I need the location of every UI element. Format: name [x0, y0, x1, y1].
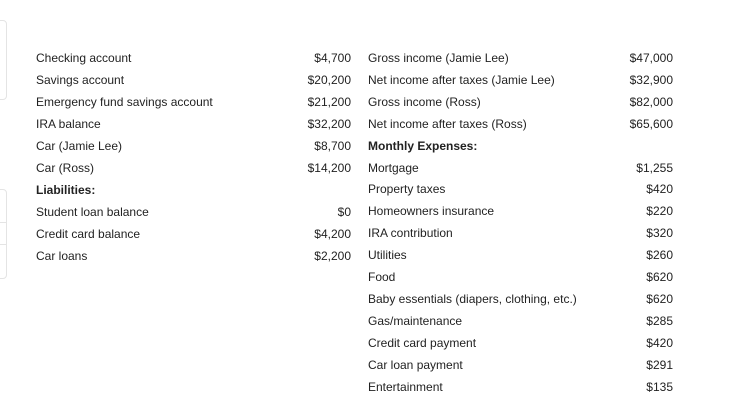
table-row	[368, 376, 673, 398]
table-row	[368, 310, 673, 332]
row-value: $320	[646, 226, 673, 241]
row-value: $20,200	[307, 73, 351, 87]
table-row	[368, 266, 673, 288]
table-row	[368, 157, 673, 179]
row-label: IRA contribution	[368, 226, 453, 241]
table-row	[368, 332, 673, 354]
row-value: $65,600	[629, 116, 673, 131]
row-label: Student loan balance	[36, 205, 149, 219]
table-row	[368, 222, 673, 244]
row-value: $1,255	[636, 160, 673, 175]
row-value: $420	[646, 182, 673, 197]
table-row	[368, 113, 673, 135]
row-value: $0	[337, 205, 351, 219]
row-label: Credit card balance	[36, 227, 141, 241]
row-label: Homeowners insurance	[368, 204, 495, 219]
table-row	[368, 244, 673, 266]
row-label: Net income after taxes (Jamie Lee)	[368, 72, 555, 87]
left-edge-panel-bottom	[0, 189, 7, 279]
row-label: Net income after taxes (Ross)	[368, 116, 527, 131]
table-row	[36, 157, 351, 179]
row-value: $220	[646, 204, 673, 219]
row-value: $4,700	[314, 51, 351, 65]
row-value: $32,900	[629, 72, 673, 87]
row-value: $8,700	[314, 139, 351, 153]
edge-divider	[0, 222, 6, 223]
row-label: Car (Jamie Lee)	[36, 139, 123, 153]
row-value: $291	[646, 357, 673, 372]
row-value: $2,200	[314, 249, 351, 263]
row-value: $47,000	[629, 51, 673, 65]
row-label: Car loan payment	[368, 357, 463, 372]
edge-divider	[0, 244, 6, 245]
row-label: Gross income (Jamie Lee)	[368, 51, 509, 65]
row-label: Property taxes	[368, 182, 446, 197]
row-value: $135	[646, 379, 673, 394]
row-label: Gross income (Ross)	[368, 94, 481, 109]
row-label: Baby essentials (diapers, clothing, etc.)	[368, 291, 577, 306]
row-value: $82,000	[629, 94, 673, 109]
row-label: Gas/maintenance	[368, 313, 463, 328]
table-row	[36, 91, 351, 113]
table-row	[368, 135, 673, 157]
row-label: Car loans	[36, 249, 88, 263]
row-value: $285	[646, 313, 673, 328]
table-row	[368, 91, 673, 113]
row-label: Food	[368, 270, 396, 284]
row-label: Credit card payment	[368, 335, 477, 350]
row-label: IRA balance	[36, 117, 101, 131]
table-row	[368, 178, 673, 200]
row-value: $260	[646, 248, 673, 263]
section-heading: Monthly Expenses:	[368, 138, 478, 153]
section-heading: Liabilities:	[36, 183, 96, 197]
row-label: Emergency fund savings account	[36, 95, 213, 109]
row-label: Savings account	[36, 73, 125, 87]
row-value: $4,200	[314, 227, 351, 241]
row-label: Entertainment	[368, 379, 443, 394]
row-value: $620	[646, 270, 673, 284]
row-value: $14,200	[307, 161, 351, 175]
row-value: $21,200	[307, 95, 351, 109]
table-row	[36, 135, 351, 157]
table-row	[368, 200, 673, 222]
table-row	[36, 47, 351, 69]
table-row	[368, 354, 673, 376]
left-edge-panel-top	[0, 20, 7, 100]
row-label: Utilities	[368, 248, 407, 263]
table-row	[36, 245, 351, 267]
table-row	[36, 69, 351, 91]
table-row	[368, 288, 673, 310]
table-row	[36, 201, 351, 223]
row-value: $620	[646, 291, 673, 306]
table-row	[368, 47, 673, 69]
row-label: Checking account	[36, 51, 132, 65]
table-row	[36, 223, 351, 245]
row-label: Car (Ross)	[36, 161, 95, 175]
row-value: $420	[646, 335, 673, 350]
table-row	[368, 69, 673, 91]
row-value: $32,200	[307, 117, 351, 131]
row-label: Mortgage	[368, 160, 419, 175]
table-row	[36, 179, 351, 201]
table-row	[36, 113, 351, 135]
